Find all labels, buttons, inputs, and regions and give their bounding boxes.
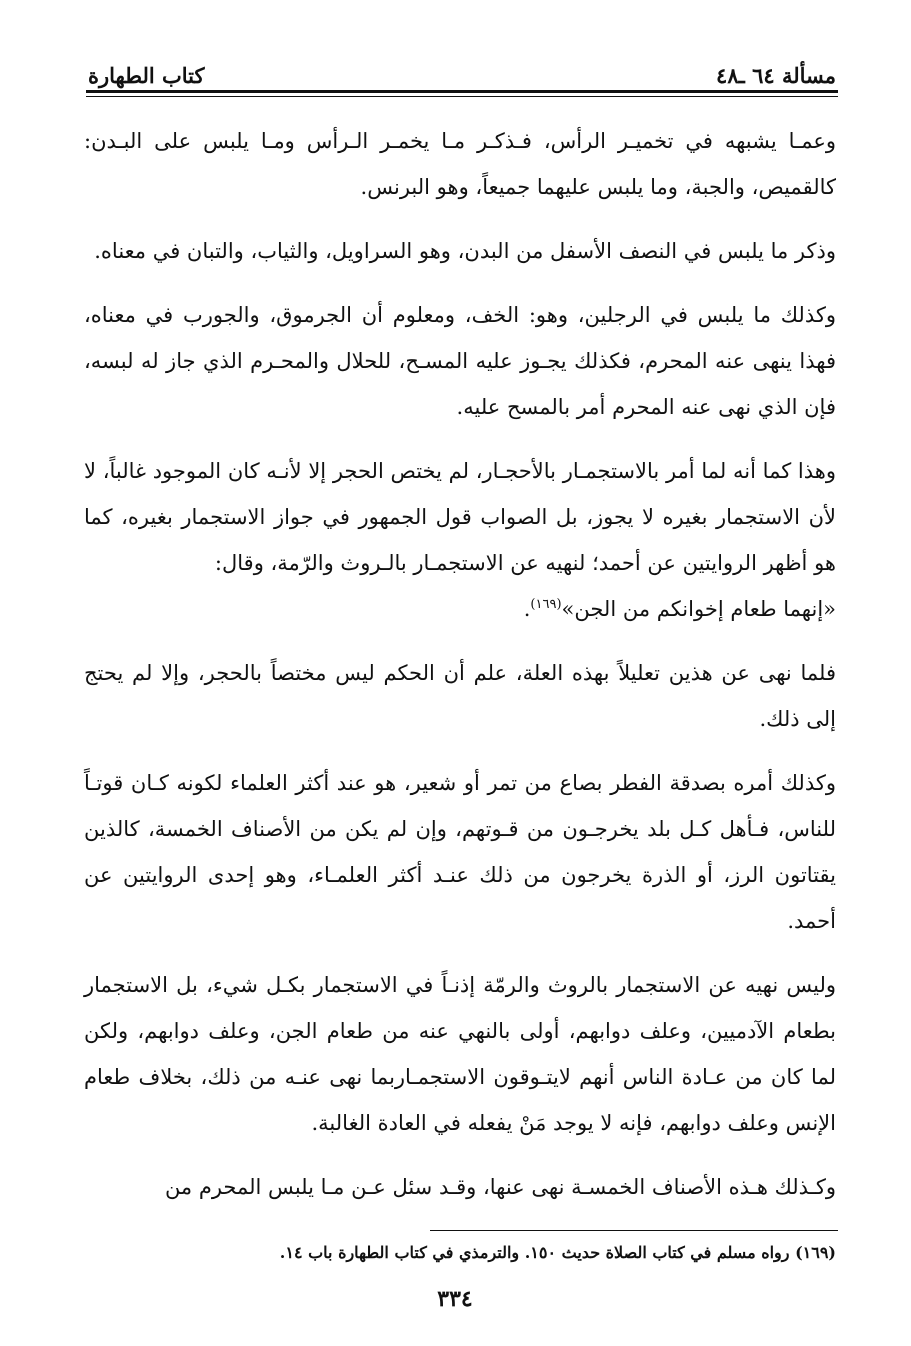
quote-end: .: [523, 597, 531, 621]
footnote: (١٦٩) رواه مسلم في كتاب الصلاة حديث ١٥٠. والترمذي في كتاب الطهارة باب ١٤.: [279, 1243, 836, 1262]
header-rule-thick: [86, 90, 838, 93]
page-header: [88, 52, 836, 88]
section-number: مسألة ٦٤ ـ٤٨: [716, 63, 836, 88]
paragraph: وهذا كما أنه لما أمر بالاستجمـار بالأحجـار، لم يختص الحجر إلا لأنـه كان الموجود غالباً، لا لأن الاستجمار بغيره لا يجوز، بل الصواب قول الجمهور في جواز الاستجمار بغيره، كما هو أظهر الروايتين عن أحمد؛ لنهيه عن الاستجمـار بالـروث والرّمة، وقال:: [84, 459, 836, 575]
footnote-reference[interactable]: (١٦٩): [530, 597, 562, 612]
book-title: كتاب الطهارة: [88, 63, 205, 88]
hadith-quote: [84, 586, 836, 632]
paragraph: وكذلك أمره بصدقة الفطر بصاع من تمر أو شعير، هو عند أكثر العلماء لكونه كـان قوتـاً للناس، فـأهل كـل بلد يخرجـون من قـوتهم، وإن لم يكن من الأصناف الخمسة، كالذين يقتاتون الرز، أو الذرة يخرجون من ذلك عنـد أكثر العلمـاء، وهو إحدى الروايتين عن أحمد.: [84, 771, 836, 933]
paragraph: وعمـا يشبهه في تخميـر الرأس، فـذكـر مـا يخمـر الـرأس ومـا يلبس على البـدن: كالقميص، والجبة، وما يلبس عليهما جميعاً، وهو البرنس.: [84, 129, 836, 199]
body-text: [84, 118, 836, 1228]
header-rule-thin: [86, 96, 838, 97]
quote-text: «إنهما طعام إخوانكم من الجن»: [561, 597, 836, 621]
paragraph: فلما نهى عن هذين تعليلاً بهذه العلة، علم أن الحكم ليس مختصاً بالحجر، وإلا لم يحتج إلى ذلك.: [84, 661, 836, 731]
paragraph: وكـذلك هـذه الأصناف الخمسـة نهى عنها، وقـد سئل عـن مـا يلبس المحرم من: [164, 1175, 836, 1199]
page-number: ٣٣٤: [437, 1286, 473, 1312]
paragraph: وذكر ما يلبس في النصف الأسفل من البدن، وهو السراويل، والثياب، والتبان في معناه.: [94, 239, 836, 263]
paragraph: وليس نهيه عن الاستجمار بالروث والرمّة إذنـاً في الاستجمار بكـل شيء، بل الاستجمار بطعام الآدميين، وعلف دوابهم، أولى بالنهي عنه من طعام الجن، وعلف دوابهم، ولكن لما كان من عـادة الناس أنهم لايتـوقون الاستجمـاربما نهى عنـه من ذلك، بخلاف طعام الإنس وعلف دوابهم، فإنه لا يوجد مَنْ يفعله في العادة الغالبة.: [84, 973, 836, 1135]
paragraph: وكذلك ما يلبس في الرجلين، وهو: الخف، ومعلوم أن الجرموق، والجورب في معناه، فهذا ينهى عنه المحرم، فكذلك يجـوز عليه المسـح، للحلال والمحـرم الذي جاز له لبسه، فإن الذي نهى عنه المحرم أمر بالمسح عليه.: [84, 303, 836, 419]
footnote-rule: [430, 1230, 838, 1231]
